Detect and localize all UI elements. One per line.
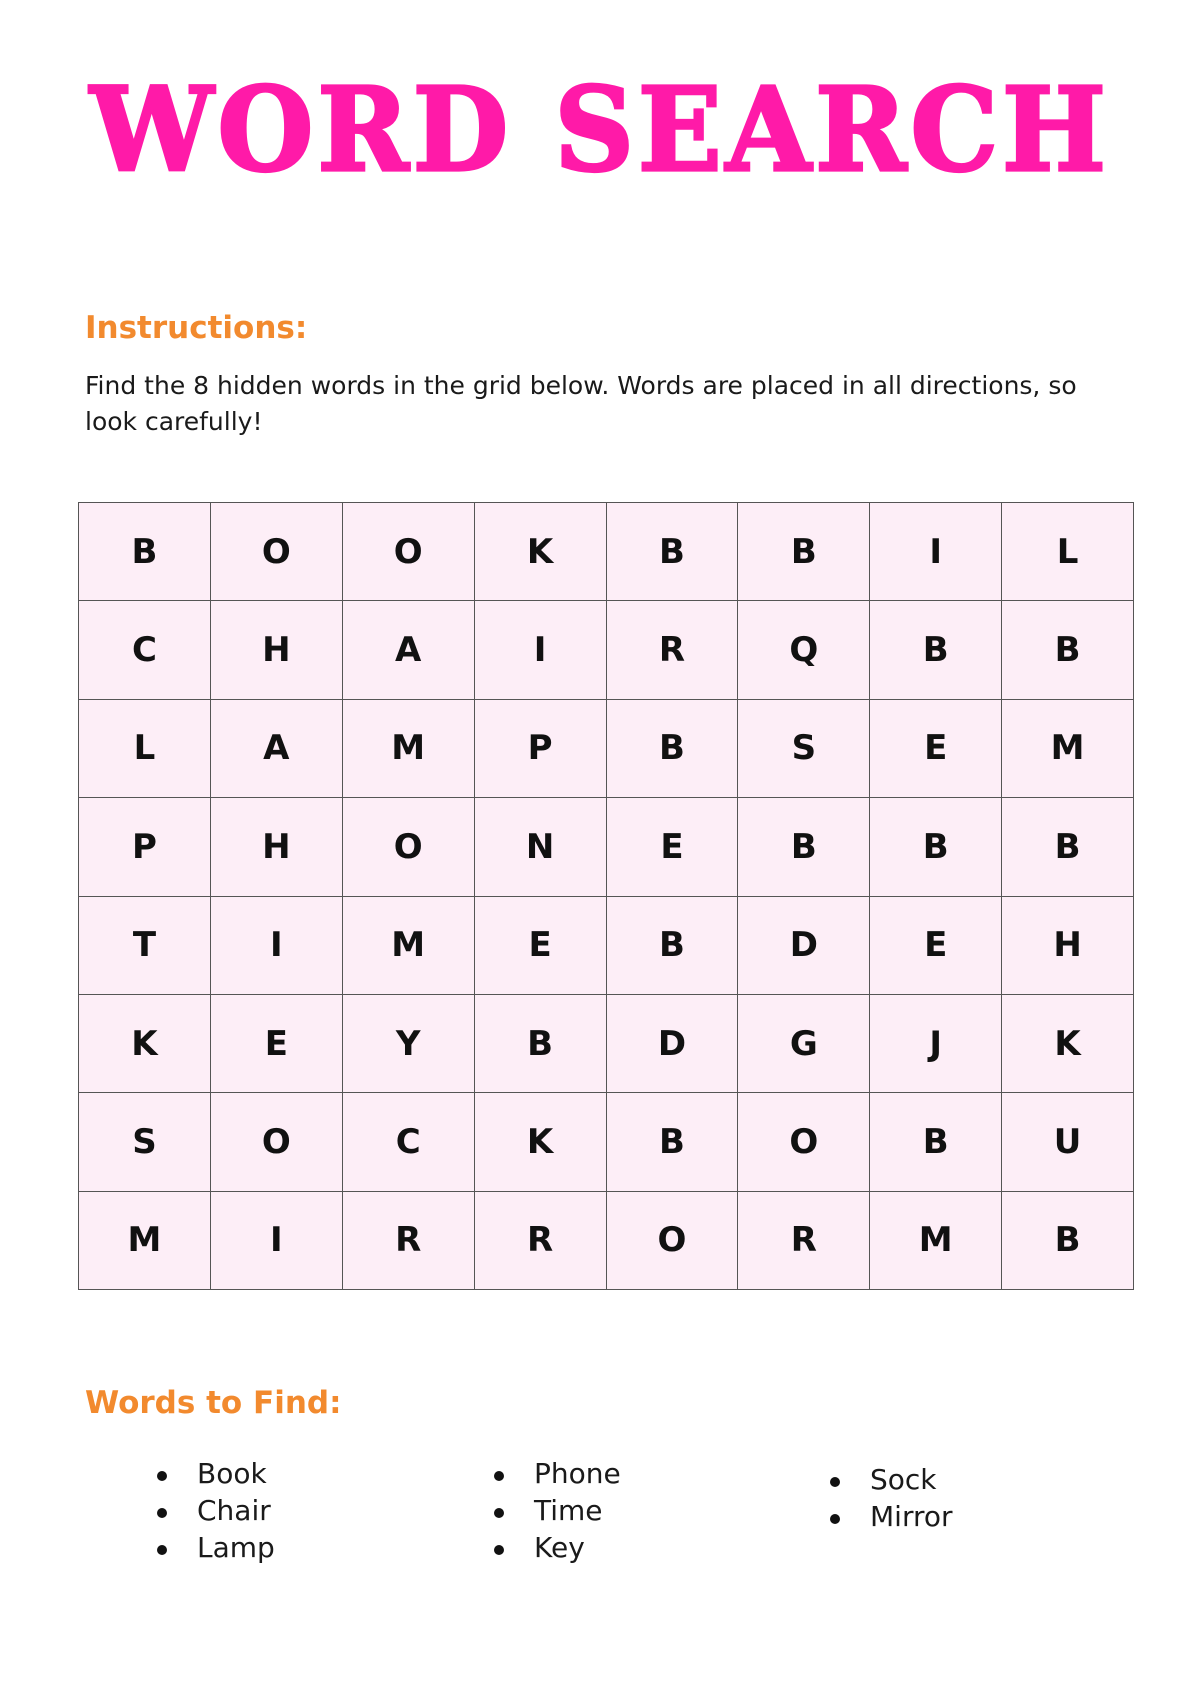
grid-cell[interactable]: Y — [342, 994, 474, 1092]
grid-row — [79, 798, 1134, 896]
word-list-column — [482, 1455, 621, 1566]
grid-cell[interactable]: M — [79, 1191, 211, 1289]
grid-cell[interactable]: I — [210, 896, 342, 994]
word-search-grid — [78, 502, 1134, 1290]
grid-row — [79, 994, 1134, 1092]
grid-cell[interactable]: B — [606, 896, 738, 994]
grid-cell[interactable]: U — [1002, 1093, 1134, 1191]
grid-cell[interactable]: O — [210, 503, 342, 601]
grid-row — [79, 1093, 1134, 1191]
grid-row — [79, 896, 1134, 994]
grid-cell[interactable]: M — [342, 896, 474, 994]
instructions-heading: Instructions: — [85, 310, 308, 346]
grid-cell[interactable]: H — [210, 601, 342, 699]
grid-cell[interactable]: G — [738, 994, 870, 1092]
grid-cell[interactable]: B — [870, 798, 1002, 896]
grid-cell[interactable]: E — [870, 699, 1002, 797]
grid-cell[interactable]: B — [1002, 798, 1134, 896]
grid-cell[interactable]: M — [342, 699, 474, 797]
grid-cell[interactable]: O — [738, 1093, 870, 1191]
grid-cell[interactable]: K — [474, 503, 606, 601]
word-list — [145, 1455, 1145, 1595]
grid-cell[interactable]: B — [79, 503, 211, 601]
grid-cell[interactable]: D — [606, 994, 738, 1092]
grid-cell[interactable]: P — [474, 699, 606, 797]
grid-cell[interactable]: R — [342, 1191, 474, 1289]
grid-cell[interactable]: O — [606, 1191, 738, 1289]
grid-cell[interactable]: M — [870, 1191, 1002, 1289]
grid-cell[interactable]: B — [606, 1093, 738, 1191]
word-item: Sock — [870, 1461, 953, 1498]
grid-cell[interactable]: H — [1002, 896, 1134, 994]
grid-cell[interactable]: E — [606, 798, 738, 896]
grid-cell[interactable]: K — [79, 994, 211, 1092]
words-to-find-heading: Words to Find: — [85, 1385, 342, 1421]
word-item: Phone — [534, 1457, 621, 1490]
grid-cell[interactable]: D — [738, 896, 870, 994]
grid-cell[interactable]: O — [342, 503, 474, 601]
grid-cell[interactable]: P — [79, 798, 211, 896]
word-list-column — [145, 1455, 275, 1566]
grid-cell[interactable]: B — [738, 503, 870, 601]
word-item: Mirror — [870, 1500, 953, 1533]
grid-cell[interactable]: B — [870, 1093, 1002, 1191]
grid-cell[interactable]: L — [79, 699, 211, 797]
grid-cell[interactable]: B — [738, 798, 870, 896]
word-item: Time — [534, 1492, 621, 1529]
grid-cell[interactable]: B — [606, 699, 738, 797]
grid-cell[interactable]: Q — [738, 601, 870, 699]
grid-cell[interactable]: I — [474, 601, 606, 699]
grid-cell[interactable]: R — [738, 1191, 870, 1289]
grid-cell[interactable]: E — [474, 896, 606, 994]
grid-row — [79, 503, 1134, 601]
grid-cell[interactable]: K — [474, 1093, 606, 1191]
instructions-text: Find the 8 hidden words in the grid below. Words are placed in all directions, so look carefully! — [85, 371, 1077, 436]
grid-cell[interactable]: B — [1002, 601, 1134, 699]
grid-cell[interactable]: B — [474, 994, 606, 1092]
grid-cell[interactable]: S — [738, 699, 870, 797]
grid-cell[interactable]: I — [870, 503, 1002, 601]
grid-cell[interactable]: B — [1002, 1191, 1134, 1289]
grid-row — [79, 699, 1134, 797]
grid-cell[interactable]: E — [210, 994, 342, 1092]
grid-cell[interactable]: C — [342, 1093, 474, 1191]
grid-cell[interactable]: I — [210, 1191, 342, 1289]
word-item: Key — [534, 1529, 621, 1566]
grid-cell[interactable]: A — [342, 601, 474, 699]
word-item: Chair — [197, 1492, 275, 1529]
grid-row — [79, 601, 1134, 699]
grid-cell[interactable]: T — [79, 896, 211, 994]
grid-cell[interactable]: B — [606, 503, 738, 601]
grid-cell[interactable]: S — [79, 1093, 211, 1191]
grid-row — [79, 1191, 1134, 1289]
grid-cell[interactable]: E — [870, 896, 1002, 994]
grid-cell[interactable]: L — [1002, 503, 1134, 601]
grid-cell[interactable]: R — [474, 1191, 606, 1289]
grid-cell[interactable]: M — [1002, 699, 1134, 797]
grid-cell[interactable]: K — [1002, 994, 1134, 1092]
grid-cell[interactable]: O — [342, 798, 474, 896]
grid-cell[interactable]: O — [210, 1093, 342, 1191]
page-title: WORD SEARCH — [90, 61, 1110, 198]
grid-cell[interactable]: H — [210, 798, 342, 896]
grid-cell[interactable]: N — [474, 798, 606, 896]
grid-cell[interactable]: A — [210, 699, 342, 797]
word-list-column — [818, 1461, 953, 1535]
grid-cell[interactable]: C — [79, 601, 211, 699]
word-item: Lamp — [197, 1531, 275, 1564]
grid-cell[interactable]: B — [870, 601, 1002, 699]
grid-cell[interactable]: R — [606, 601, 738, 699]
grid-cell[interactable]: J — [870, 994, 1002, 1092]
word-item: Book — [197, 1455, 275, 1492]
